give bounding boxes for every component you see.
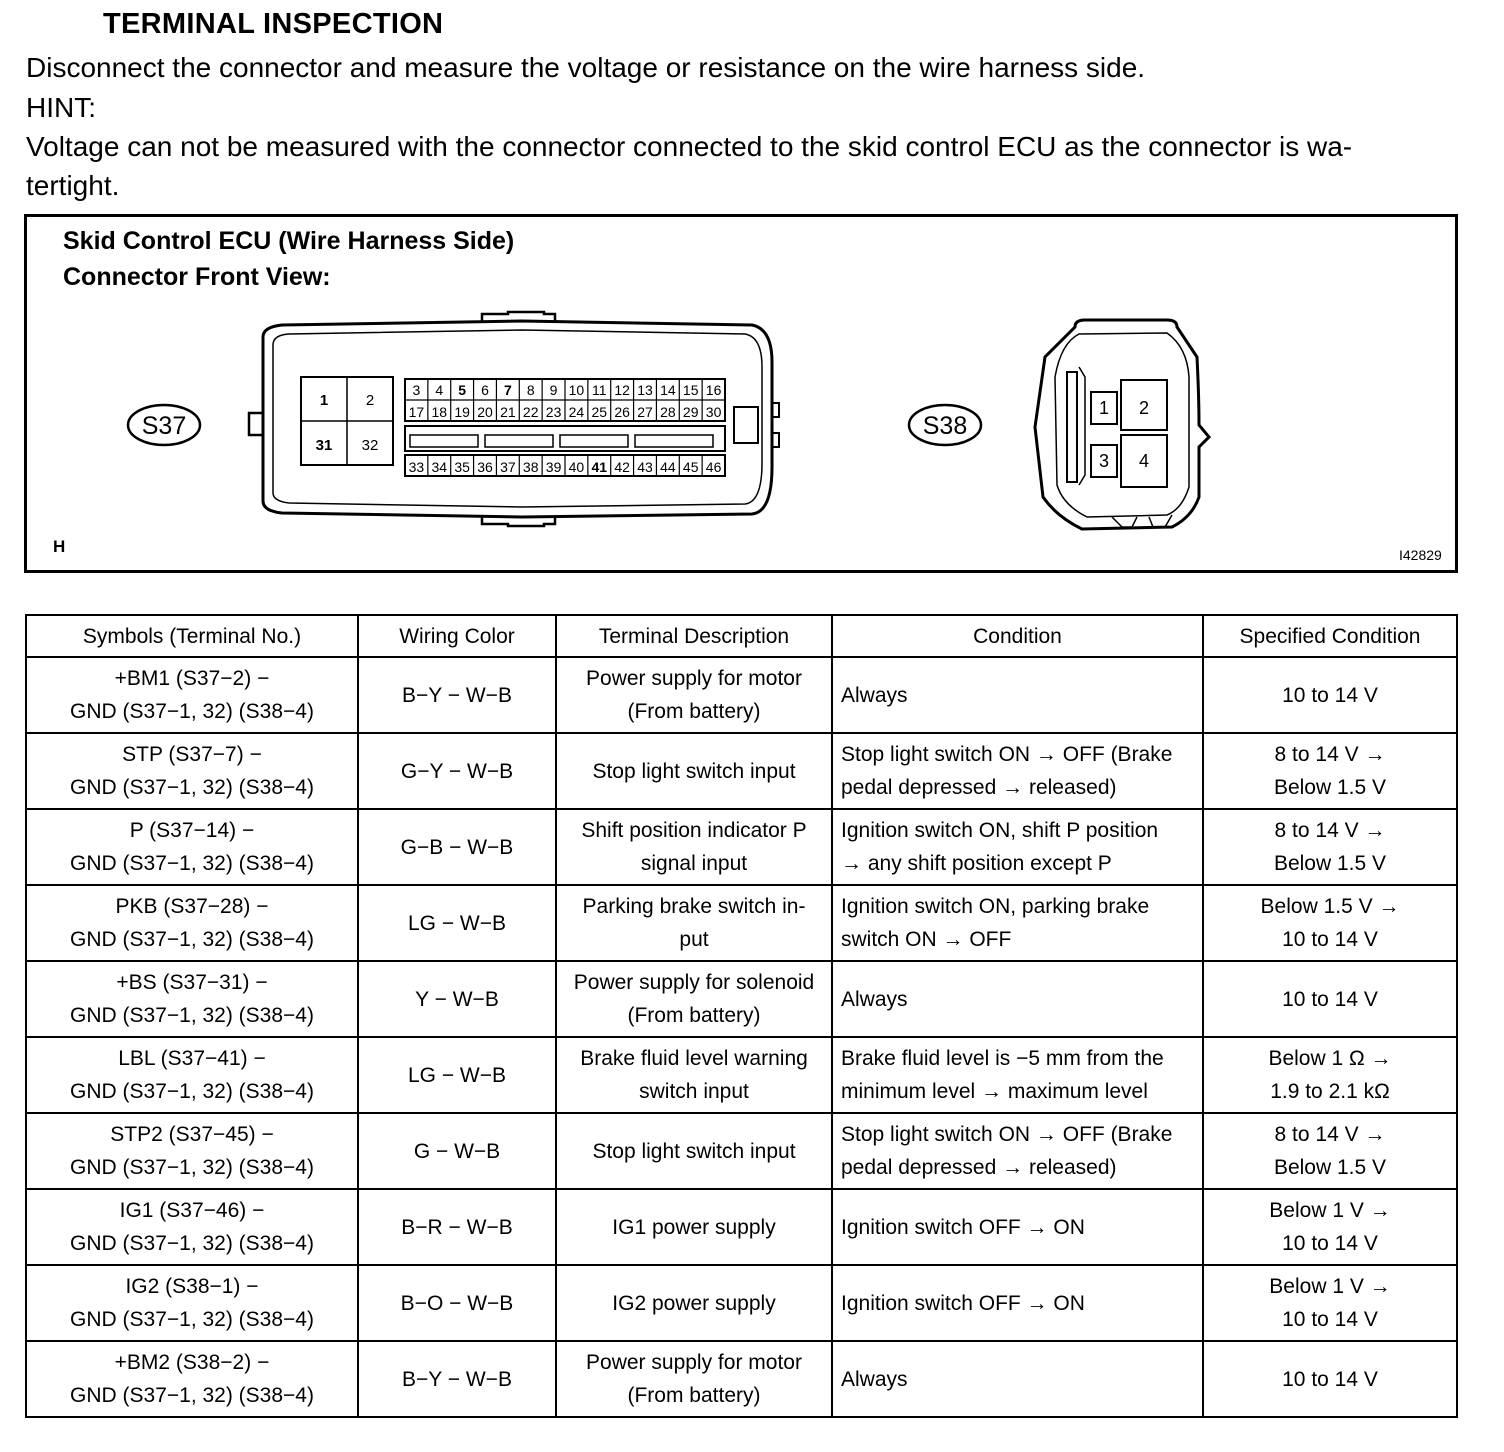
cell-line: GND (S37−1, 32) (S38−4): [70, 1232, 314, 1255]
pin-label: 20: [477, 404, 493, 420]
cell-line: Ignition switch ON, shift P position: [841, 819, 1159, 842]
cell-wiring-color: [358, 1113, 556, 1189]
pin-label: 35: [454, 459, 470, 475]
cell-specified-condition: [1203, 961, 1457, 1037]
cell-line: Below 1 V →: [1269, 1275, 1391, 1298]
pin-label: 24: [568, 404, 585, 420]
cell-line: Below 1 V →: [1269, 1199, 1391, 1222]
header-terminal-description: Terminal Description: [556, 615, 832, 657]
pin-label: 31: [315, 437, 333, 454]
cell-specified-condition: [1203, 657, 1457, 733]
table-row: [26, 1113, 1457, 1189]
cell-terminal-description: [556, 1037, 832, 1113]
s37-label-text: S37: [141, 412, 187, 440]
cell-line: pedal depressed → released): [841, 776, 1117, 799]
cell-line: Brake fluid level is −5 mm from the: [841, 1047, 1164, 1070]
cell-wiring-color: [358, 1341, 556, 1417]
cell-symbols: [26, 733, 358, 809]
pin-label: 10: [568, 382, 585, 398]
cell-line: Ignition switch OFF → ON: [841, 1291, 1085, 1315]
table-row: [26, 1189, 1457, 1265]
cell-line: GND (S37−1, 32) (S38−4): [70, 852, 314, 875]
cell-line: LBL (S37−41) −: [118, 1047, 266, 1070]
pin-label: 4: [1138, 451, 1150, 471]
cell-line: → any shift position except P: [841, 852, 1112, 875]
cell-specified-condition: [1203, 1037, 1457, 1113]
pin-label: 4: [435, 382, 444, 398]
pin-label: 42: [614, 459, 630, 475]
figure-corner-code: H: [53, 537, 66, 556]
pin-label: 3: [412, 382, 421, 398]
pin-label: 12: [614, 382, 630, 398]
connector-figure: [24, 214, 1458, 573]
header-condition: Condition: [832, 615, 1203, 657]
pin-label: 13: [637, 382, 653, 398]
cell-specified-condition: [1203, 1113, 1457, 1189]
cell-line: Always: [841, 1367, 908, 1391]
cell-line: Always: [841, 987, 908, 1011]
pin-label: 46: [705, 459, 722, 475]
cell-line: B−O − W−B: [400, 1291, 514, 1315]
hint-text-continued: tertight.: [26, 170, 120, 201]
cell-condition: [832, 1113, 1203, 1189]
header-symbols: Symbols (Terminal No.): [26, 615, 358, 657]
pin-label: 40: [568, 459, 585, 475]
cell-terminal-description: [556, 1341, 832, 1417]
pin-label: 37: [500, 459, 516, 475]
page-heading: TERMINAL INSPECTION: [103, 8, 444, 40]
pin-label: 41: [591, 459, 608, 475]
cell-line: +BS (S37−31) −: [116, 971, 268, 994]
cell-line: IG1 (S37−46) −: [119, 1199, 265, 1222]
cell-line: Power supply for solenoid: [573, 971, 815, 994]
cell-line: IG1 power supply: [612, 1215, 776, 1239]
cell-wiring-color: [358, 961, 556, 1037]
pin-label: 9: [549, 382, 558, 398]
pin-label: 8: [526, 382, 535, 398]
s37-label: [128, 405, 200, 445]
pin-label: 2: [1138, 398, 1150, 418]
header-specified-condition: Specified Condition: [1203, 615, 1457, 657]
pin-label: 33: [408, 459, 425, 475]
cell-symbols: [26, 885, 358, 961]
cell-line: GND (S37−1, 32) (S38−4): [70, 928, 314, 951]
cell-condition: [832, 1341, 1203, 1417]
pin-label: 38: [522, 459, 539, 475]
table-row: [26, 809, 1457, 885]
cell-symbols: [26, 1113, 358, 1189]
pin-label: 1: [319, 392, 329, 409]
pin-label: 18: [431, 404, 448, 420]
cell-line: Shift position indicator P: [581, 819, 807, 842]
cell-line: Stop light switch ON → OFF (Brake: [841, 1123, 1173, 1146]
table-row: [26, 885, 1457, 961]
cell-terminal-description: [556, 961, 832, 1037]
cell-line: 10 to 14 V: [1282, 683, 1378, 707]
cell-line: Ignition switch ON, parking brake: [841, 895, 1150, 918]
pin-label: 2: [365, 392, 375, 409]
cell-line: P (S37−14) −: [129, 819, 255, 842]
cell-line: GND (S37−1, 32) (S38−4): [70, 1384, 314, 1407]
cell-line: STP2 (S37−45) −: [110, 1123, 274, 1146]
cell-wiring-color: [358, 809, 556, 885]
cell-line: 8 to 14 V →: [1274, 1123, 1386, 1146]
cell-line: Ignition switch OFF → ON: [841, 1215, 1085, 1239]
cell-terminal-description: [556, 1265, 832, 1341]
cell-line: G − W−B: [413, 1139, 501, 1163]
cell-condition: [832, 1037, 1203, 1113]
pin-label: 27: [637, 404, 653, 420]
pin-label: 14: [660, 382, 676, 398]
cell-line: B−Y − W−B: [402, 683, 512, 707]
pin-label: 44: [660, 459, 676, 475]
pin-label: 39: [545, 459, 562, 475]
cell-line: (From battery): [627, 1384, 761, 1407]
pin-label: 45: [682, 459, 699, 475]
cell-line: switch input: [639, 1080, 749, 1103]
cell-line: Parking brake switch in-: [582, 895, 806, 918]
cell-symbols: [26, 1189, 358, 1265]
cell-line: Stop light switch ON → OFF (Brake: [841, 743, 1173, 766]
cell-condition: [832, 885, 1203, 961]
cell-line: Below 1.5 V →: [1260, 895, 1400, 918]
pin-label: 25: [591, 404, 608, 420]
cell-line: Below 1 Ω →: [1268, 1047, 1392, 1070]
pin-label: 36: [477, 459, 493, 475]
cell-line: B−R − W−B: [401, 1215, 513, 1239]
figure-subtitle: Connector Front View:: [63, 263, 331, 291]
cell-line: +BM1 (S37−2) −: [114, 667, 270, 690]
instruction-text: Disconnect the connector and measure the voltage or resistance on the wire harness side.: [26, 52, 1146, 83]
s38-label: [909, 405, 981, 445]
cell-symbols: [26, 1265, 358, 1341]
table-body: [26, 657, 1457, 1417]
cell-line: put: [679, 928, 709, 951]
cell-line: Power supply for motor: [586, 1351, 802, 1374]
cell-line: GND (S37−1, 32) (S38−4): [70, 1156, 314, 1179]
cell-line: Below 1.5 V: [1273, 776, 1387, 799]
cell-line: 10 to 14 V: [1282, 987, 1378, 1011]
pin-label: 17: [408, 404, 425, 420]
pin-label: 29: [682, 404, 699, 420]
pin-label: 28: [660, 404, 676, 420]
s38-connector: [1035, 320, 1209, 529]
cell-symbols: [26, 657, 358, 733]
cell-wiring-color: [358, 657, 556, 733]
cell-wiring-color: [358, 1189, 556, 1265]
cell-specified-condition: [1203, 885, 1457, 961]
cell-line: minimum level → maximum level: [841, 1080, 1148, 1103]
hint-text: Voltage can not be measured with the connector connected to the skid control ECU as the connector is wa-: [26, 131, 1353, 162]
cell-line: 8 to 14 V →: [1274, 819, 1386, 842]
cell-line: STP (S37−7) −: [122, 743, 262, 766]
cell-line: G−B − W−B: [400, 835, 514, 859]
cell-line: +BM2 (S38−2) −: [114, 1351, 270, 1374]
cell-line: 10 to 14 V: [1282, 1232, 1378, 1255]
cell-line: Power supply for motor: [586, 667, 802, 690]
cell-terminal-description: [556, 1189, 832, 1265]
cell-specified-condition: [1203, 1189, 1457, 1265]
cell-specified-condition: [1203, 1265, 1457, 1341]
cell-condition: [832, 733, 1203, 809]
pin-label: 22: [522, 404, 539, 420]
cell-line: GND (S37−1, 32) (S38−4): [70, 776, 314, 799]
pin-label: 19: [454, 404, 470, 420]
cell-line: B−Y − W−B: [402, 1367, 512, 1391]
cell-terminal-description: [556, 1113, 832, 1189]
s38-label-text: S38: [922, 412, 968, 440]
pin-label: 15: [682, 382, 699, 398]
pin-label: 26: [614, 404, 630, 420]
cell-line: 10 to 14 V: [1282, 1367, 1378, 1391]
pin-label: 5: [458, 382, 467, 398]
cell-line: PKB (S37−28) −: [115, 895, 269, 918]
cell-line: pedal depressed → released): [841, 1156, 1117, 1179]
cell-symbols: [26, 961, 358, 1037]
cell-line: GND (S37−1, 32) (S38−4): [70, 1080, 314, 1103]
pin-label: 3: [1098, 451, 1110, 471]
cell-terminal-description: [556, 809, 832, 885]
cell-line: G−Y − W−B: [400, 759, 514, 783]
cell-line: GND (S37−1, 32) (S38−4): [70, 1004, 314, 1027]
cell-line: 10 to 14 V: [1282, 928, 1378, 951]
cell-terminal-description: [556, 657, 832, 733]
cell-symbols: [26, 1037, 358, 1113]
cell-condition: [832, 961, 1203, 1037]
pin-label: 11: [592, 382, 607, 398]
cell-specified-condition: [1203, 1341, 1457, 1417]
cell-line: GND (S37−1, 32) (S38−4): [70, 1308, 314, 1331]
cell-terminal-description: [556, 733, 832, 809]
hint-label: HINT:: [26, 92, 96, 123]
cell-line: signal input: [640, 852, 748, 875]
cell-condition: [832, 1265, 1203, 1341]
terminal-spec-table: [25, 614, 1458, 1418]
cell-wiring-color: [358, 1037, 556, 1113]
connector-diagram: [27, 217, 1455, 570]
cell-line: Stop light switch input: [592, 1139, 796, 1163]
cell-line: 10 to 14 V: [1282, 1308, 1378, 1331]
header-wiring-color: Wiring Color: [358, 615, 556, 657]
cell-line: IG2 power supply: [612, 1291, 776, 1315]
cell-line: switch ON → OFF: [841, 928, 1012, 951]
table-header-row: [26, 615, 1457, 657]
pin-label: 23: [545, 404, 562, 420]
cell-wiring-color: [358, 885, 556, 961]
cell-line: 8 to 14 V →: [1274, 743, 1386, 766]
cell-line: 1.9 to 2.1 kΩ: [1270, 1080, 1390, 1103]
table-row: [26, 1265, 1457, 1341]
table-row: [26, 733, 1457, 809]
figure-id: I42829: [1399, 547, 1442, 563]
cell-line: Always: [841, 683, 908, 707]
pin-label: 32: [361, 437, 379, 454]
cell-line: Below 1.5 V: [1273, 852, 1387, 875]
pin-label: 16: [705, 382, 722, 398]
table-row: [26, 961, 1457, 1037]
cell-line: LG − W−B: [407, 1063, 507, 1087]
cell-line: LG − W−B: [407, 911, 507, 935]
cell-condition: [832, 809, 1203, 885]
cell-terminal-description: [556, 885, 832, 961]
pin-label: 30: [705, 404, 722, 420]
cell-line: (From battery): [627, 1004, 761, 1027]
cell-condition: [832, 657, 1203, 733]
pin-label: 43: [637, 459, 653, 475]
cell-line: Below 1.5 V: [1273, 1156, 1387, 1179]
pin-label: 34: [431, 459, 448, 475]
cell-line: Y − W−B: [415, 987, 499, 1011]
pin-label: 6: [481, 382, 489, 398]
cell-line: (From battery): [627, 700, 761, 723]
pin-label: 7: [503, 382, 512, 398]
table-row: [26, 657, 1457, 733]
cell-symbols: [26, 1341, 358, 1417]
cell-line: GND (S37−1, 32) (S38−4): [70, 700, 314, 723]
pin-label: 1: [1098, 398, 1110, 418]
cell-wiring-color: [358, 1265, 556, 1341]
table-row: [26, 1037, 1457, 1113]
cell-specified-condition: [1203, 733, 1457, 809]
cell-line: Stop light switch input: [592, 759, 796, 783]
cell-line: Brake fluid level warning: [580, 1047, 808, 1070]
figure-title: Skid Control ECU (Wire Harness Side): [63, 227, 515, 255]
cell-specified-condition: [1203, 809, 1457, 885]
pin-label: 21: [500, 404, 516, 420]
cell-condition: [832, 1189, 1203, 1265]
cell-symbols: [26, 809, 358, 885]
cell-wiring-color: [358, 733, 556, 809]
table-row: [26, 1341, 1457, 1417]
cell-line: IG2 (S38−1) −: [125, 1275, 259, 1298]
